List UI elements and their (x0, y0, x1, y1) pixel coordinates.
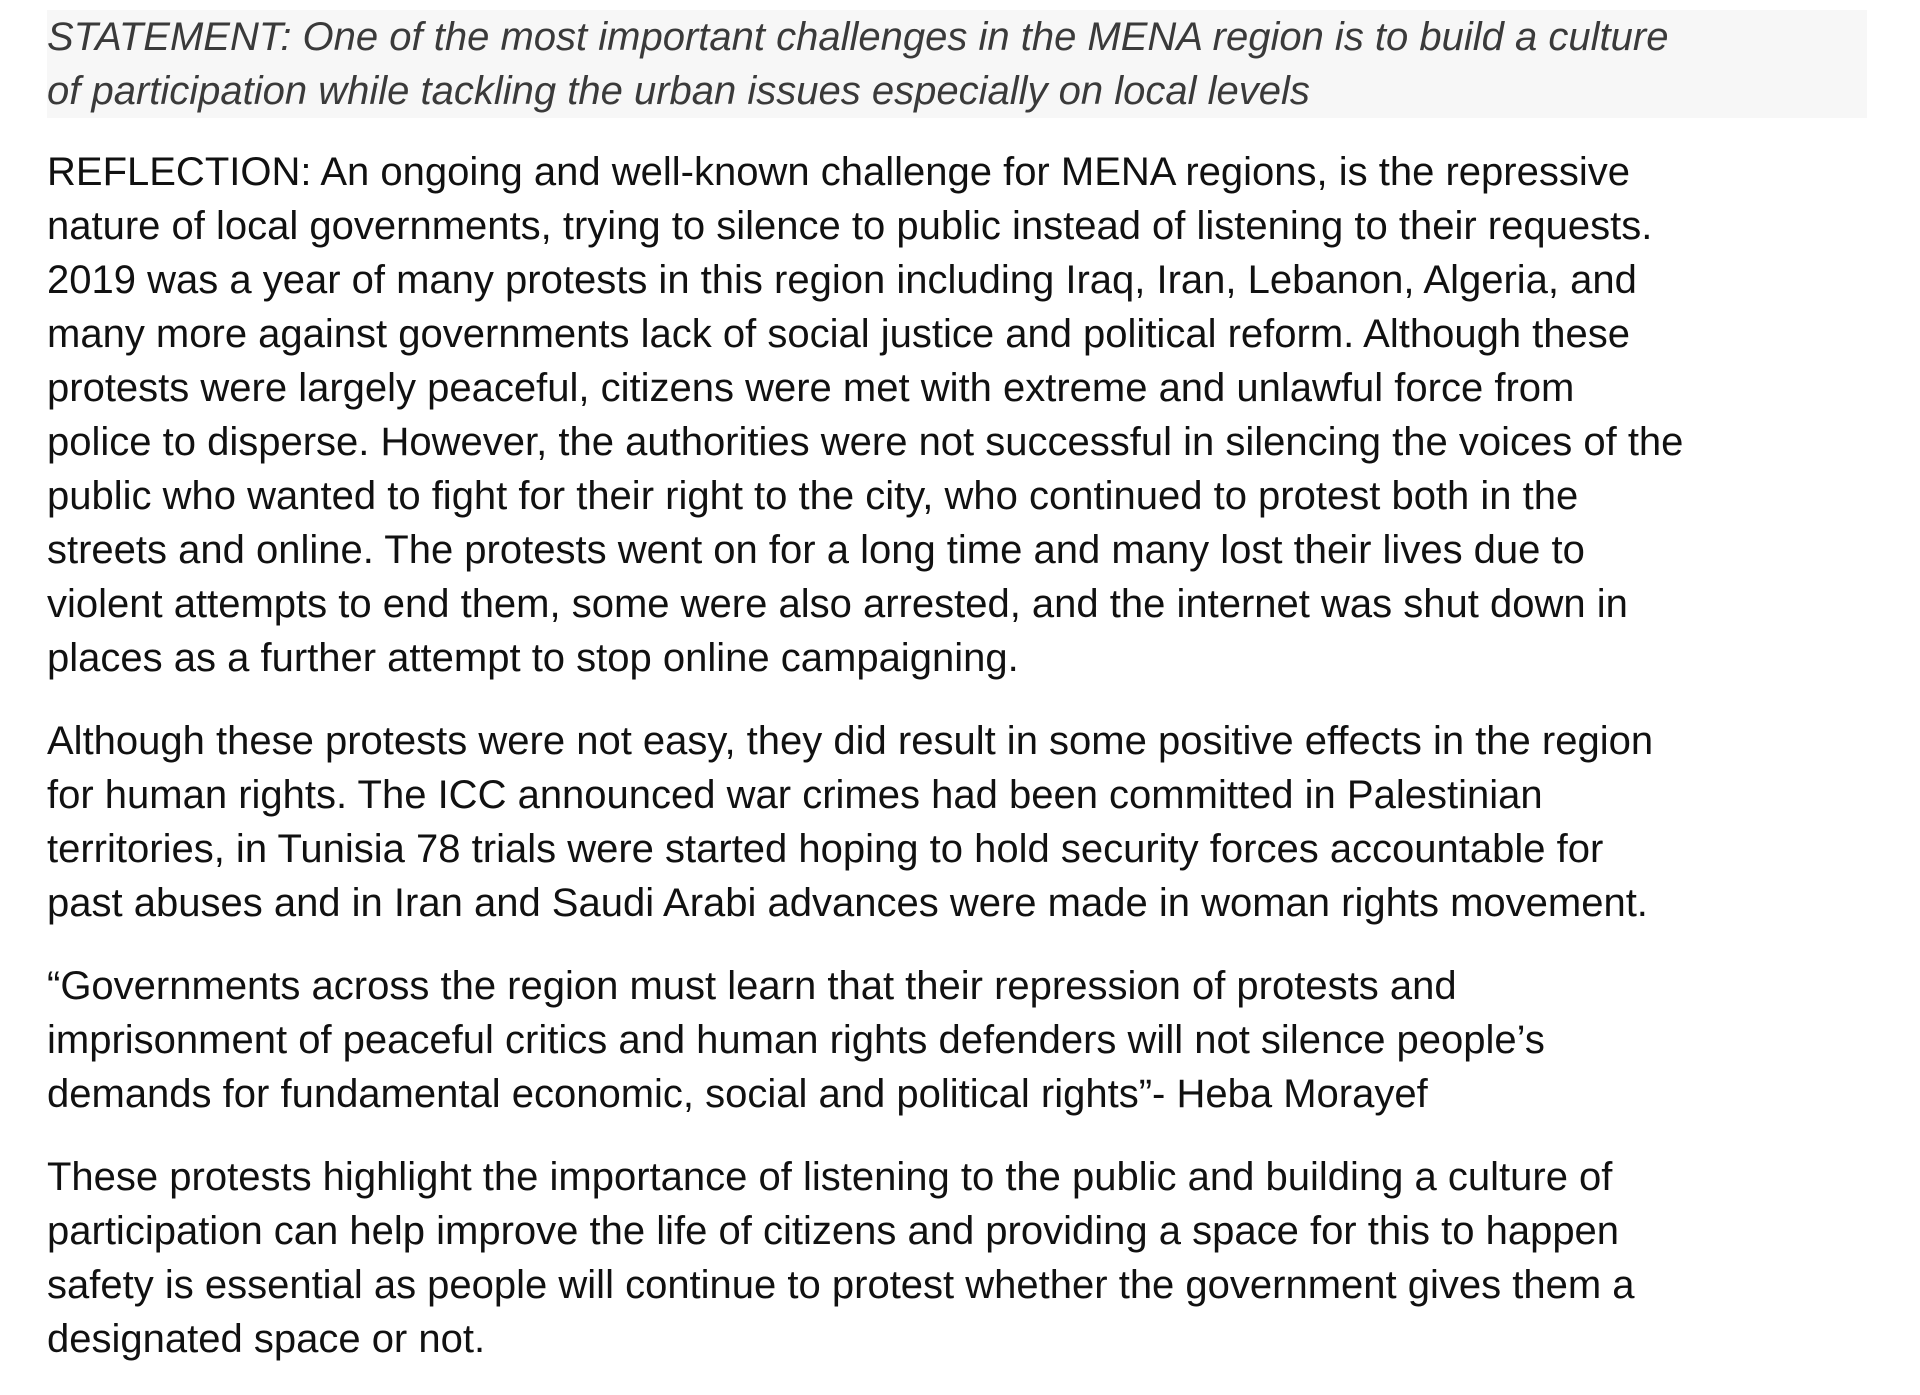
document-page (47, 10, 1877, 1395)
paragraph-line: REFLECTION: An ongoing and well-known challenge for MENA regions, is the repressive (47, 150, 1630, 194)
paragraph-line: territories, in Tunisia 78 trials were started hoping to hold security forces accountable for (47, 827, 1604, 871)
paragraph-line: many more against governments lack of social justice and political reform. Although these (47, 312, 1631, 356)
paragraph-line: streets and online. The protests went on for a long time and many lost their lives due to (47, 528, 1585, 572)
reflection-paragraph (47, 145, 1857, 685)
paragraph-line: safety is essential as people will continue to protest whether the government gives them a (47, 1263, 1635, 1307)
paragraph-line: demands for fundamental economic, social and political rights”- Heba Morayef (47, 1072, 1428, 1116)
paragraph-line: public who wanted to fight for their right to the city, who continued to protest both in the (47, 474, 1579, 518)
paragraph-line: protests were largely peaceful, citizens were met with extreme and unlawful force from (47, 366, 1575, 410)
statement-block (47, 10, 1867, 118)
paragraph-line: police to disperse. However, the authorities were not successful in silencing the voices of the (47, 420, 1684, 464)
paragraph-line: violent attempts to end them, some were also arrested, and the internet was shut down in (47, 582, 1628, 626)
paragraph-line: designated space or not. (47, 1317, 486, 1361)
paragraph-line: places as a further attempt to stop online campaigning. (47, 636, 1019, 680)
paragraph-line: for human rights. The ICC announced war crimes had been committed in Palestinian (47, 773, 1543, 817)
paragraph-line: These protests highlight the importance of listening to the public and building a culture of (47, 1155, 1613, 1199)
positive-effects-paragraph (47, 714, 1857, 930)
paragraph-line: participation can help improve the life of citizens and providing a space for this to happen (47, 1209, 1620, 1253)
statement-line: STATEMENT: One of the most important challenges in the MENA region is to build a culture (47, 15, 1669, 59)
paragraph-line: nature of local governments, trying to silence to public instead of listening to their requests. (47, 204, 1653, 248)
quote-paragraph (47, 959, 1857, 1121)
statement-line: of participation while tackling the urban issues especially on local levels (47, 69, 1310, 113)
paragraph-line: imprisonment of peaceful critics and human rights defenders will not silence people’s (47, 1018, 1545, 1062)
paragraph-line: Although these protests were not easy, they did result in some positive effects in the region (47, 719, 1654, 763)
paragraph-line: past abuses and in Iran and Saudi Arabi advances were made in woman rights movement. (47, 881, 1648, 925)
paragraph-line: 2019 was a year of many protests in this region including Iraq, Iran, Lebanon, Algeria, and (47, 258, 1637, 302)
paragraph-line: “Governments across the region must learn that their repression of protests and (47, 964, 1457, 1008)
conclusion-paragraph (47, 1150, 1857, 1366)
